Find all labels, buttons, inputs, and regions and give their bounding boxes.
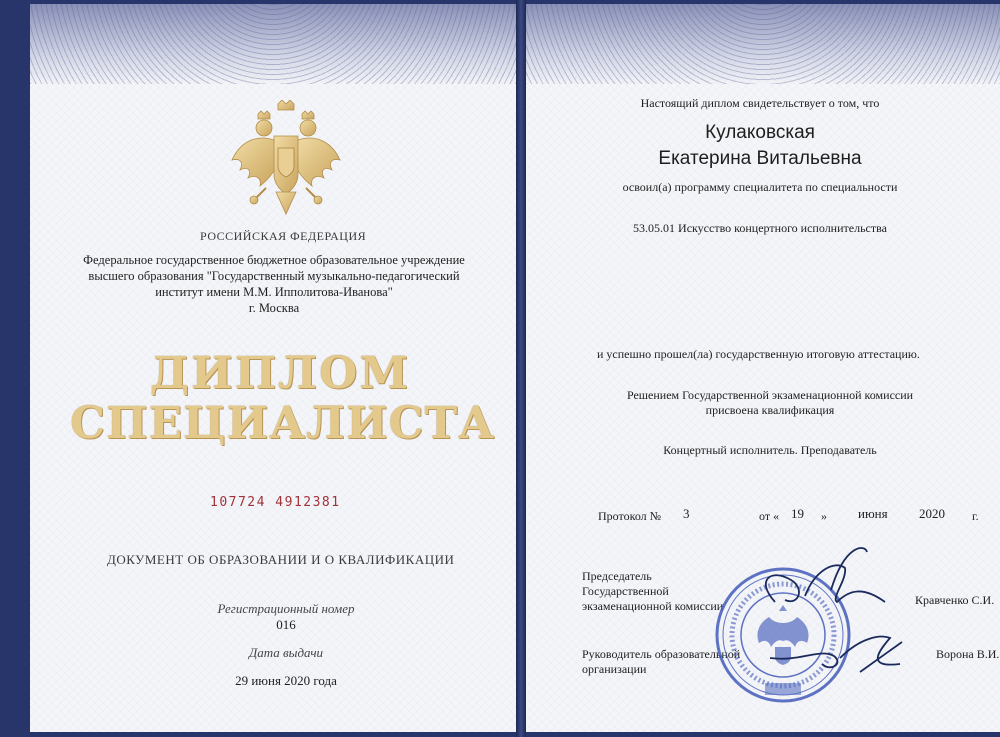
- protocol-day-close: »: [821, 509, 827, 523]
- institution-line-1: Федеральное государственное бюджетное образовательное учреждение: [83, 253, 465, 267]
- issue-date: 29 июня 2020 года: [235, 673, 337, 688]
- country-name: РОССИЙСКАЯ ФЕДЕРАЦИЯ: [200, 229, 367, 243]
- guilloche-band: [30, 4, 516, 84]
- chair-name: Кравченко С.И.: [915, 593, 995, 607]
- chair-title-line-3: экзаменационной комиссии: [582, 599, 724, 613]
- diploma-title-line-1: ДИПЛОМ: [149, 348, 411, 399]
- registration-label: Регистрационный номер: [217, 601, 355, 616]
- intro-text: Настоящий диплом свидетельствует о том, что: [640, 96, 880, 110]
- graduate-surname: Кулаковская: [705, 122, 815, 143]
- institution-line-3: институт имени М.М. Ипполитова-Иванова": [155, 285, 393, 299]
- protocol-from-label: от «: [759, 509, 780, 523]
- institution-city: г. Москва: [248, 301, 300, 315]
- head-title-line-1: Руководитель образовательной: [582, 647, 741, 661]
- chair-signature: [735, 540, 895, 620]
- head-title-line-2: организации: [582, 662, 647, 676]
- institution-line-2: высшего образования "Государственный музыкально-педагогический: [88, 269, 460, 283]
- graduate-name: Екатерина Витальевна: [658, 148, 862, 169]
- decision-line-2: присвоена квалификация: [705, 403, 835, 417]
- protocol-year: 2020: [919, 506, 945, 521]
- chair-title-line-2: Государственной: [582, 584, 669, 598]
- double-headed-eagle-icon: [226, 100, 346, 218]
- protocol-month: июня: [858, 506, 888, 521]
- guilloche-band: [526, 4, 1000, 84]
- head-name: Ворона В.И.: [936, 647, 1000, 661]
- protocol-number: 3: [683, 506, 690, 521]
- issue-date-label: Дата выдачи: [248, 645, 324, 660]
- book-spine: [516, 0, 526, 737]
- program-text: освоил(а) программу специалитета по специальности: [622, 180, 898, 194]
- registration-number: 016: [276, 617, 296, 632]
- attestation-text: и успешно прошел(ла) государственную итоговую аттестацию.: [597, 347, 920, 361]
- specialty: 53.05.01 Искусство концертного исполнительства: [633, 221, 887, 235]
- chair-title-line-1: Председатель: [582, 569, 652, 583]
- protocol-year-suffix: г.: [972, 509, 979, 523]
- diploma-title-line-2: СПЕЦИАЛИСТА: [70, 398, 496, 449]
- document-type: ДОКУМЕНТ ОБ ОБРАЗОВАНИИ И О КВАЛИФИКАЦИИ: [107, 552, 455, 567]
- decision-line-1: Решением Государственной экзаменационной комиссии: [626, 388, 914, 402]
- head-signature: [760, 628, 910, 678]
- serial-number: 107724 4912381: [210, 495, 341, 510]
- qualification: Концертный исполнитель. Преподаватель: [663, 443, 877, 457]
- protocol-label: Протокол №: [598, 509, 662, 523]
- protocol-day: 19: [791, 506, 804, 521]
